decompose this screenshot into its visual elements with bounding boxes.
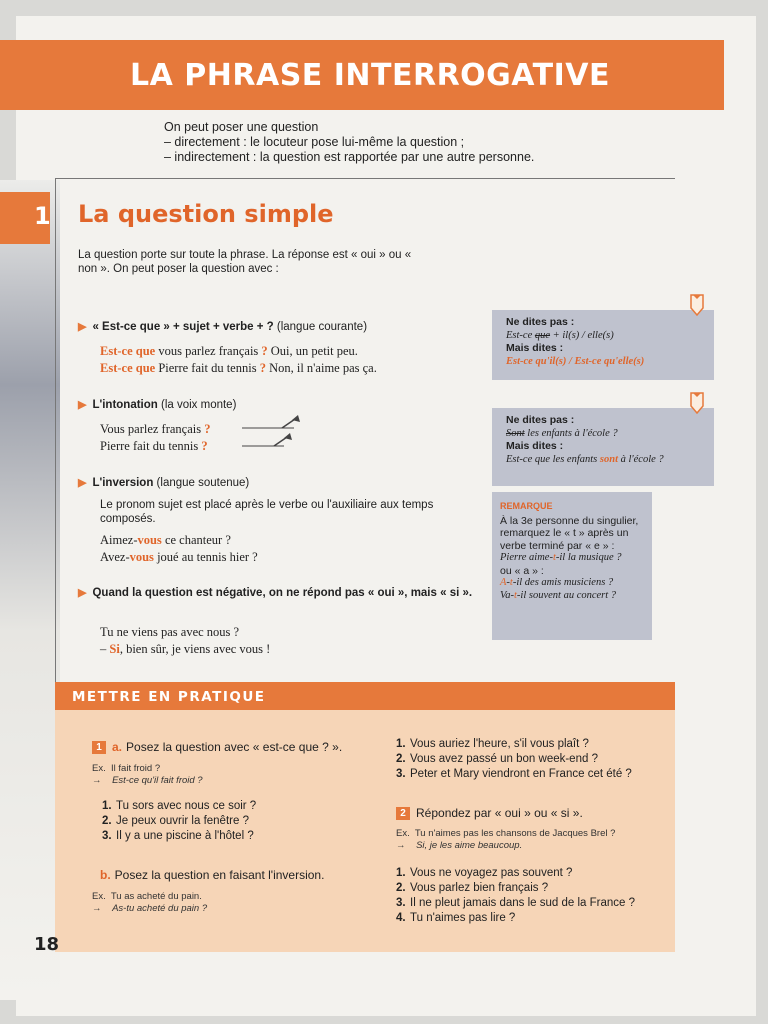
practice-title: METTRE EN PRATIQUE <box>72 689 266 705</box>
intro-line: On peut poser une question <box>164 120 319 134</box>
exercise-1b-items <box>396 737 632 782</box>
rule-label: L'intonation <box>92 399 158 411</box>
bullet-arrow-icon: ▶ <box>78 477 87 489</box>
rule-note: (la voix monte) <box>157 399 237 411</box>
remarque-box: REMARQUE À la 3e personne du singulier, remarquez le « t » après un verbe terminé par « e » : Pierre aime-t-il la musique ? ou « a » : A-t-il des amis musiciens ? Va-t-il souvent au concert ? <box>492 492 652 640</box>
exercise-1b-sample: Ex. Tu as acheté du pain. → As-tu acheté du pain ? <box>92 891 208 914</box>
intro-text <box>164 120 584 165</box>
rule-note: (langue soutenue) <box>153 477 250 489</box>
exercise-2-items <box>396 866 635 926</box>
example-inversion: Aimez-vous ce chanteur ? Avez-vous joué au tennis hier ? <box>100 533 258 564</box>
list-item: 4. Tu n'aimes pas lire ? <box>396 912 516 924</box>
list-item: 3. Peter et Mary viendront en France cet été ? <box>396 768 632 780</box>
rule-intonation <box>78 398 236 411</box>
rising-intonation-arrows-icon <box>240 414 310 454</box>
exercise-1a-items <box>102 799 256 844</box>
left-margin-band <box>0 180 60 1000</box>
exercise-number: 1 <box>92 741 106 754</box>
exercise-2-instruction: 2 Répondez par « oui » ou « si ». <box>396 806 583 820</box>
list-item: 2. Vous parlez bien français ? <box>396 882 549 894</box>
list-item: 1. Vous auriez l'heure, s'il vous plaît ? <box>396 738 589 750</box>
section-title: La question simple <box>78 200 334 228</box>
rule-note: (langue courante) <box>273 321 368 333</box>
example-negative: Tu ne viens pas avec nous ? – Si, bien sûr, je viens avec vous ! <box>100 625 271 656</box>
list-item: 1. Vous ne voyagez pas souvent ? <box>396 867 573 879</box>
exercise-number: 2 <box>396 807 410 820</box>
intro-line: – directement : le locuteur pose lui-même la question ; <box>164 135 465 149</box>
bullet-arrow-icon: ▶ <box>78 399 87 411</box>
page-number: 18 <box>34 934 60 955</box>
list-item: 3. Il y a une piscine à l'hôtel ? <box>102 830 254 842</box>
example-intonation: Vous parlez français ? Pierre fait du tennis ? <box>100 422 211 453</box>
list-item: 2. Je peux ouvrir la fenêtre ? <box>102 815 249 827</box>
inversion-note: Le pronom sujet est placé après le verbe ou l'auxiliaire aux temps composés. <box>100 499 434 525</box>
bullet-arrow-icon: ▶ <box>78 321 87 333</box>
exercise-1a-instruction: 1 a. Posez la question avec « est-ce que ? ». <box>92 740 342 754</box>
rule-negative <box>78 586 478 601</box>
rule-est-ce-que <box>78 320 367 333</box>
exercise-2-sample: Ex. Tu n'aimes pas les chansons de Jacques Brel ? → Si, je les aime beaucoup. <box>396 828 616 851</box>
rule-label: L'inversion <box>92 477 154 489</box>
exercise-1a-sample: Ex. Il fait froid ? → Est-ce qu'il fait froid ? <box>92 763 203 786</box>
bullet-arrow-icon: ▶ <box>78 587 87 599</box>
rule-inversion <box>78 476 249 489</box>
remarque-text: À la 3e personne du singulier, remarquez le « t » après un verbe terminé par « e » : <box>500 514 639 552</box>
warning-marker-icon <box>690 392 704 414</box>
example-est-ce-que: Est-ce que vous parlez français ? Oui, un petit peu. Est-ce que Pierre fait du tennis ? Non, il n'aime pas ça. <box>100 344 377 375</box>
page-title: LA PHRASE INTERROGATIVE <box>130 58 611 93</box>
warning-marker-icon <box>690 294 704 316</box>
list-item: 2. Vous avez passé un bon week-end ? <box>396 753 598 765</box>
section-intro: La question porte sur toute la phrase. La réponse est « oui » ou « non ». On peut poser la question avec : <box>78 249 412 275</box>
list-item: 3. Il ne pleut jamais dans le sud de la France ? <box>396 897 636 909</box>
aside-ne-dites-pas-1: Ne dites pas : Est-ce que + il(s) / elle(s) Mais dites : Est-ce qu'il(s) / Est-ce qu'elle(s) <box>492 310 714 380</box>
exercise-1b-instruction: b. Posez la question en faisant l'inversion. <box>100 868 325 882</box>
rule-label: « Est-ce que » + sujet + verbe + ? <box>92 321 274 333</box>
rule-label: Quand la question est négative, on ne répond pas « oui », mais « si ». <box>92 587 473 599</box>
section-number: 1 <box>34 202 51 230</box>
aside-ne-dites-pas-2: Ne dites pas : Sont les enfants à l'école ? Mais dites : Est-ce que les enfants sont à l'école ? <box>492 408 714 486</box>
list-item: 1. Tu sors avec nous ce soir ? <box>102 800 257 812</box>
intro-line: – indirectement : la question est rapportée par une autre personne. <box>164 150 535 164</box>
